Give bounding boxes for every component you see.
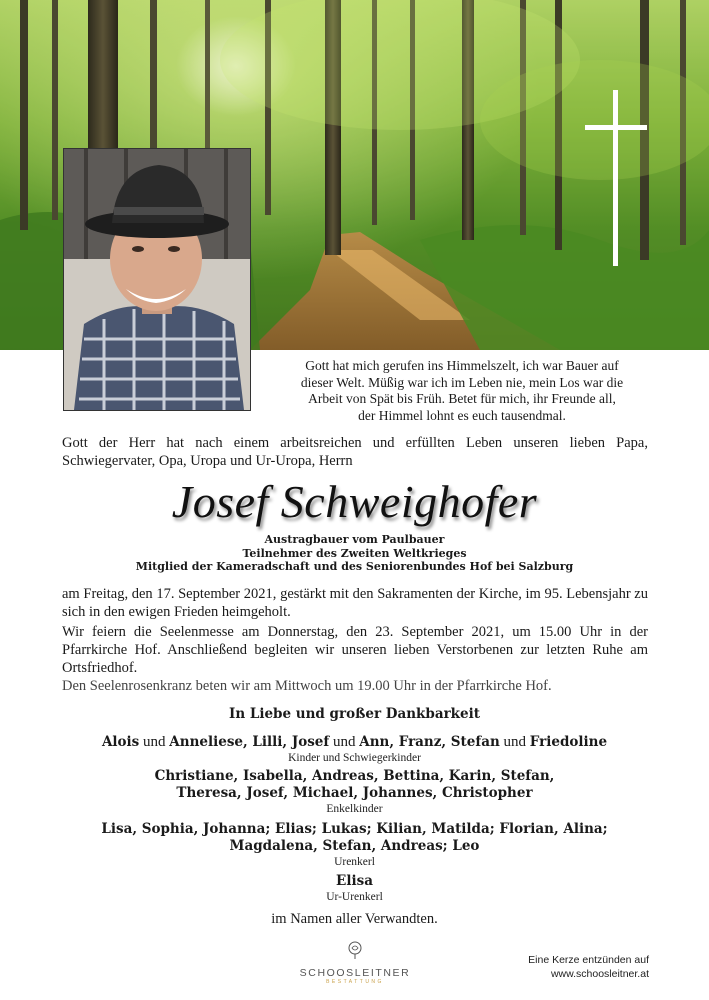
candle-link[interactable]: www.schoosleitner.at <box>550 968 649 980</box>
portrait-image <box>64 149 250 410</box>
connector: und <box>139 734 170 750</box>
brand-subtitle: BESTATTUNG <box>326 979 384 985</box>
poem-line: dieser Welt. Müßig war ich im Leben nie, mein Los war die <box>300 374 624 390</box>
poem-line: der Himmel lohnt es euch tausendmal. <box>358 407 566 423</box>
death-paragraph: am Freitag, den 17. September 2021, gestärkt mit den Sakramenten der Kirche, im 95. Lebensjahr zu sich in den ewigen Frieden heimgeholt. <box>62 586 648 620</box>
rose-logo-icon <box>345 940 365 960</box>
relation-label: Enkelkinder <box>326 803 383 815</box>
title-line: Austragbauer vom Paulbauer <box>264 533 445 546</box>
candle-notice <box>528 953 649 981</box>
mass-paragraph: Wir feiern die Seelenmesse am Donnerstag, den 23. September 2021, um 15.00 Uhr in der Pfarrkirche Hof. Anschließend begleiten wir unseren lieben Verstorbenen zur letzten Ruhe am Ortsfriedhof. <box>62 624 648 676</box>
poem-line: Gott hat mich gerufen ins Himmelszelt, ich war Bauer auf <box>305 358 619 373</box>
child-name: Alois <box>101 734 140 750</box>
candle-text: Eine Kerze entzünden auf <box>528 954 649 966</box>
great-grandchildren-group <box>0 821 709 869</box>
poem <box>272 358 652 424</box>
names-line: Christiane, Isabella, Andreas, Bettina, Karin, Stefan, <box>154 768 555 784</box>
rosary-paragraph: Den Seelenrosenkranz beten wir am Mittwoch um 19.00 Uhr in der Pfarrkirche Hof. <box>62 678 552 694</box>
child-name: Anneliese, Lilli, Josef <box>169 734 330 750</box>
relation-label: Ur-Urenkerl <box>326 891 383 903</box>
names-line: Theresa, Josef, Michael, Johannes, Christopher <box>176 785 533 801</box>
intro-text: Gott der Herr hat nach einem arbeitsreichen und erfüllten Leben unseren lieben Papa, Schwiegervater, Opa, Uropa und Ur-Uropa, Herrn <box>62 435 648 469</box>
children-group <box>0 733 709 765</box>
names-line: Magdalena, Stefan, Andreas; Leo <box>229 838 480 854</box>
closing-text: im Namen aller Verwandten. <box>271 911 438 927</box>
names-line: Lisa, Sophia, Johanna; Elias; Lukas; Kilian, Matilda; Florian, Alina; <box>101 821 608 837</box>
connector: und <box>499 734 530 750</box>
child-name: Ann, Franz, Stefan <box>359 734 500 750</box>
relation-label: Urenkerl <box>334 856 375 868</box>
title-line: Mitglied der Kameradschaft und des Seniorenbundes Hof bei Salzburg <box>135 560 574 573</box>
deceased-name: Josef Schweighofer <box>171 476 538 527</box>
connector: und <box>329 734 360 750</box>
great-great-grandchildren-group <box>0 873 709 904</box>
deceased-titles <box>0 533 709 574</box>
grandchildren-group <box>0 768 709 816</box>
funeral-home-logo <box>294 940 416 985</box>
brand-name: SCHOOSLEITNER <box>299 967 411 979</box>
relation-label: Kinder und Schwiegerkinder <box>288 752 421 764</box>
gratitude-heading: In Liebe und großer Dankbarkeit <box>229 706 480 722</box>
names-line: Elisa <box>336 873 373 889</box>
portrait-photo <box>63 148 251 411</box>
poem-line: Arbeit von Spät bis Früh. Betet für mich, ihr Freunde all, <box>308 391 616 406</box>
title-line: Teilnehmer des Zweiten Weltkrieges <box>242 546 467 560</box>
child-name: Friedoline <box>529 734 608 750</box>
